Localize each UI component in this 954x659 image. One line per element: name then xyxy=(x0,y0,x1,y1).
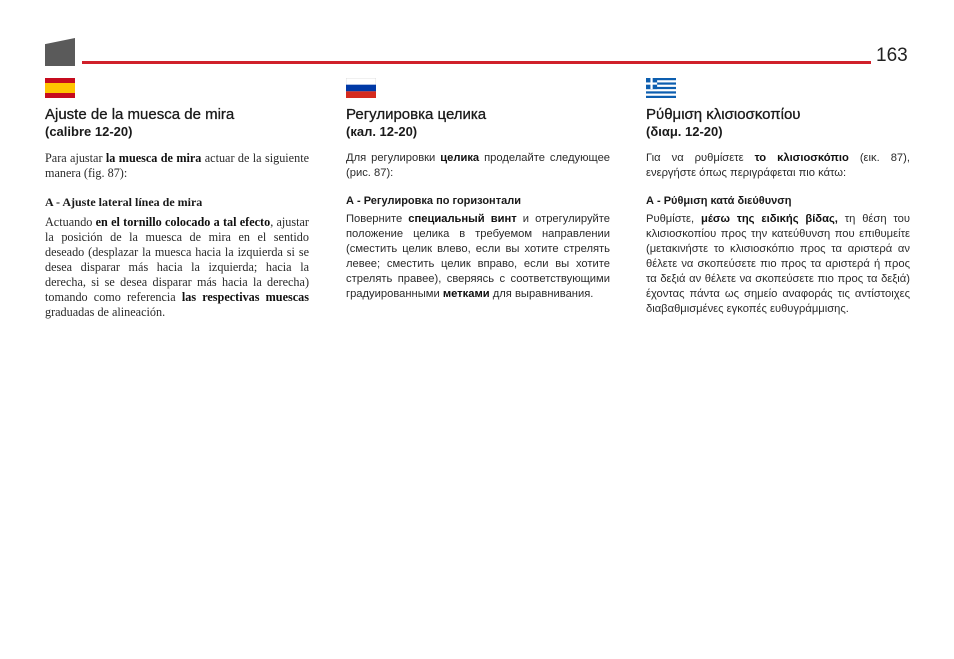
intro-paragraph: Para ajustar la muesca de mira actuar de la siguiente manera (fig. 87): xyxy=(45,151,309,180)
body-paragraph: Ρυθμίστε, μέσω της ειδικής βίδας, τη θέση του κλισιοσκοπίου προς την κατεύθυνση που επιθυμείτε (μετακινήστε το κλισιοσκόπιο προς τα αριστερά αν θέλετε να σκοπεύσετε πιο προς τα αριστερά ή προς τα δεξιά αν θέλετε να σκοπεύσετε πιο προς τα δεξιά) έχοντας πάντα ως σημείο αναφοράς τις αντίστοιχες διαβαθμισμένες εγκοπές ευθυγράμμισης. xyxy=(646,213,910,315)
body-paragraph: Поверните специальный винт и отрегулируйте положение целика в требуемом направлении (сместить целик влево, если вы хотите стрелять левее; сместить целик вправо, если вы хотите стрелять правее), сверяясь с соответствующими градуированными метками для выравнивания. xyxy=(346,213,611,300)
section-subtitle: (διαμ. 12-20) xyxy=(646,124,723,139)
header-rule xyxy=(82,61,871,64)
subsection-title: А - Регулировка по горизонтали xyxy=(346,195,521,207)
subsection-title: Α - Ρύθμιση κατά διεύθυνση xyxy=(646,195,792,207)
section-title: Ρύθμιση κλισιοσκοπίου xyxy=(646,106,801,123)
spain-flag-icon xyxy=(45,78,75,98)
greece-flag-icon xyxy=(646,78,676,98)
intro-paragraph: Για να ρυθμίσετε το κλισιοσκόπιο (εικ. 87), ενεργήστε όπως περιγράφεται πιο κάτω: xyxy=(646,152,910,179)
body-paragraph: Actuando en el tornillo colocado a tal efecto, ajustar la posición de la muesca de mira en el sentido deseado (desplazar la muesca hacia la izquierda si se desea disparar más hacia la izquierda; hacia la derecha, si se desea disparar más hacia la derecha) tomando como referencia las respectivas muescas graduadas de alineación. xyxy=(45,215,309,319)
russia-flag-icon xyxy=(346,78,376,98)
section-subtitle: (calibre 12-20) xyxy=(45,124,133,139)
section-tab-marker xyxy=(45,38,75,66)
section-title: Регулировка целика xyxy=(346,106,487,123)
subsection-title: A - Ajuste lateral línea de mira xyxy=(45,195,203,209)
intro-paragraph: Для регулировки целика проделайте следующее (рис. 87): xyxy=(346,152,611,179)
section-subtitle: (кал. 12-20) xyxy=(346,124,418,139)
column-greek xyxy=(646,78,910,317)
column-spanish xyxy=(45,78,309,320)
page-number: 163 xyxy=(876,45,908,66)
section-title: Ajuste de la muesca de mira xyxy=(45,106,235,123)
column-russian xyxy=(346,78,610,302)
